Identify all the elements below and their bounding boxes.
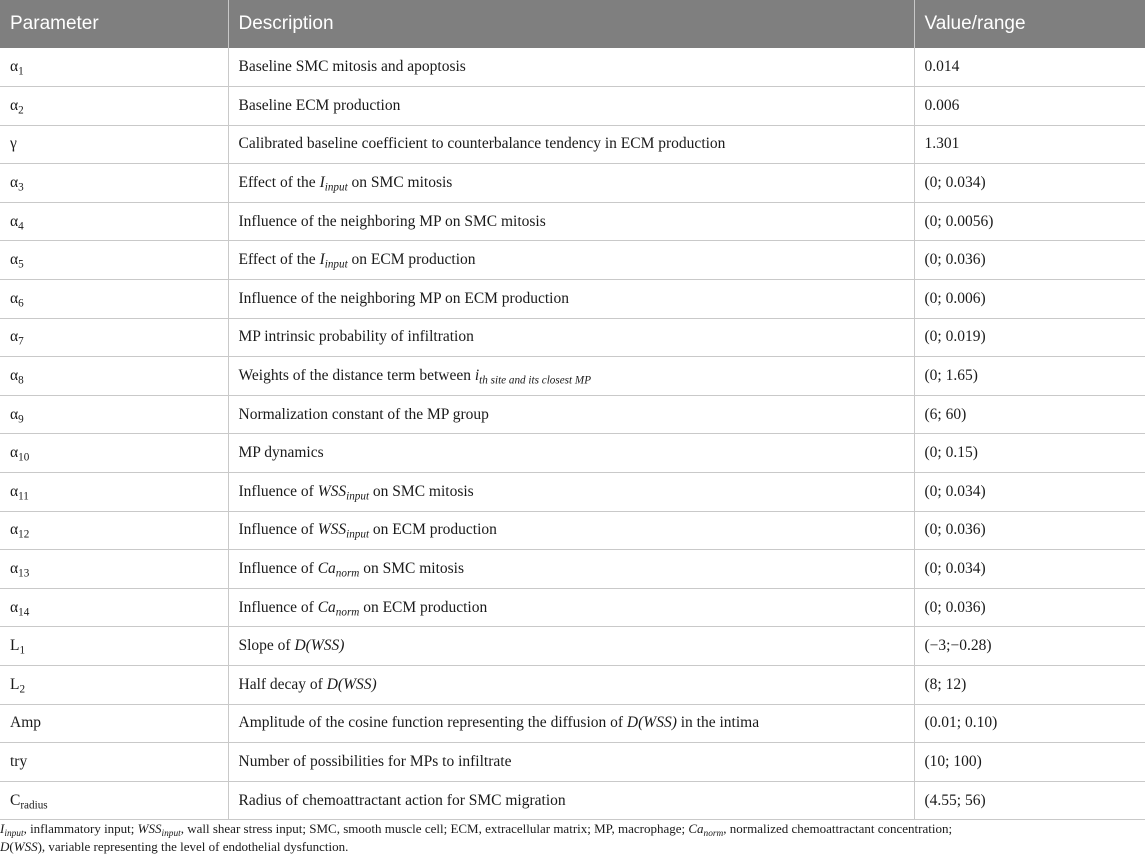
param-subscript: 11 (18, 490, 29, 503)
param-symbol: α (10, 405, 19, 423)
value-cell: (0; 0.15) (914, 434, 1145, 473)
param-symbol: α (10, 58, 19, 76)
description-text: MP dynamics (238, 444, 324, 462)
value-cell: (0; 0.036) (914, 511, 1145, 550)
value-cell: (0; 0.036) (914, 241, 1145, 280)
footnote-text: , normalized chemoattractant concentration; (723, 821, 953, 836)
param-subscript: 5 (18, 258, 24, 271)
description-cell (228, 550, 914, 589)
param-subscript: 13 (18, 567, 30, 580)
header-value-range: Value/range (914, 0, 1145, 48)
table-row (0, 48, 1145, 87)
table-header (0, 0, 1145, 48)
param-symbol: α (10, 328, 19, 346)
table-body (0, 48, 1145, 820)
footnote-text: , wall shear stress input; SMC, smooth muscle cell; ECM, extracellular matrix; MP, macrophage; (180, 821, 689, 836)
description-text: Baseline SMC mitosis and apoptosis (238, 58, 466, 76)
param-subscript: 3 (18, 181, 24, 194)
param-subscript: 9 (18, 412, 24, 425)
value-cell: (0; 0.034) (914, 164, 1145, 203)
value-cell: (0; 0.036) (914, 588, 1145, 627)
header-description: Description (228, 0, 914, 48)
param-symbol: α (10, 367, 19, 385)
param-symbol: Amp (10, 714, 41, 732)
description-text: on ECM production (359, 598, 488, 616)
description-text: on ECM production (369, 521, 497, 539)
description-symbol: WSS (317, 521, 347, 539)
footnote-text: ( (9, 839, 14, 854)
value-cell: (6; 60) (914, 395, 1145, 434)
value-cell: (0; 0.034) (914, 473, 1145, 512)
description-cell (228, 395, 914, 434)
footnote-symbol: WSS (137, 821, 162, 836)
description-symbol: Ca (317, 598, 336, 616)
description-text: on ECM production (347, 251, 476, 269)
param-symbol: α (10, 289, 19, 307)
param-symbol: try (10, 752, 28, 770)
param-cell (0, 588, 228, 627)
description-subscript: input (346, 528, 370, 541)
description-symbol: Ca (317, 560, 336, 578)
table-row (0, 164, 1145, 203)
value-cell: (10; 100) (914, 743, 1145, 782)
param-cell (0, 627, 228, 666)
param-cell (0, 48, 228, 87)
description-cell (228, 473, 914, 512)
description-text: Influence of (238, 482, 318, 500)
description-subscript: norm (335, 567, 360, 580)
description-text: Baseline ECM production (238, 96, 401, 114)
param-symbol: α (10, 251, 19, 269)
description-text: Normalization constant of the MP group (238, 405, 489, 423)
description-subscript: norm (335, 605, 360, 618)
description-text: Effect of the (238, 251, 320, 269)
description-cell (228, 241, 914, 280)
description-cell (228, 202, 914, 241)
description-cell (228, 48, 914, 87)
description-cell (228, 588, 914, 627)
param-cell (0, 781, 228, 820)
description-cell (228, 318, 914, 357)
description-text: on SMC mitosis (369, 482, 474, 500)
param-symbol: L (10, 637, 20, 655)
description-subscript: th site and its closest MP (479, 374, 592, 387)
table-row (0, 241, 1145, 280)
footnote-text: , inflammatory input; (23, 821, 138, 836)
description-text: Slope of (238, 637, 295, 655)
description-text: Influence of (238, 560, 318, 578)
table-row (0, 280, 1145, 319)
description-cell (228, 87, 914, 126)
footnote-line-1 (0, 820, 1140, 838)
param-cell (0, 395, 228, 434)
footnote-subscript: input (4, 828, 24, 839)
param-subscript: 14 (18, 605, 30, 618)
description-cell (228, 280, 914, 319)
param-symbol: α (10, 212, 19, 230)
param-symbol: α (10, 598, 19, 616)
param-subscript: 1 (18, 65, 24, 78)
footnote-text: ), variable representing the level of endothelial dysfunction. (37, 839, 349, 854)
description-text: Weights of the distance term between (238, 367, 475, 385)
param-symbol: α (10, 560, 19, 578)
description-text: Effect of the (238, 174, 320, 192)
description-text: Influence of (238, 598, 318, 616)
footnote-symbol: I (0, 821, 5, 836)
table-row (0, 395, 1145, 434)
description-cell (228, 743, 914, 782)
param-subscript: 4 (18, 220, 24, 233)
description-cell (228, 357, 914, 396)
description-subscript: input (324, 181, 348, 194)
table-row (0, 357, 1145, 396)
description-symbol: i (474, 367, 480, 385)
description-symbol: D(WSS) (626, 714, 677, 732)
description-text: Influence of the neighboring MP on SMC mitosis (238, 212, 546, 230)
table-row (0, 473, 1145, 512)
value-cell: (0; 0.019) (914, 318, 1145, 357)
table-row (0, 511, 1145, 550)
header-parameter: Parameter (0, 0, 228, 48)
table-row (0, 550, 1145, 589)
table-row (0, 781, 1145, 820)
param-cell (0, 550, 228, 589)
table-row (0, 704, 1145, 743)
description-cell (228, 781, 914, 820)
param-cell (0, 202, 228, 241)
param-cell (0, 87, 228, 126)
param-symbol: γ (10, 135, 17, 153)
param-cell (0, 241, 228, 280)
description-symbol: D(WSS) (294, 637, 345, 655)
description-text: in the intima (676, 714, 760, 732)
description-cell (228, 704, 914, 743)
description-text: Number of possibilities for MPs to infiltrate (238, 752, 512, 770)
description-symbol: I (319, 174, 325, 192)
description-symbol: WSS (317, 482, 347, 500)
param-subscript: 1 (19, 644, 26, 657)
description-text: MP intrinsic probability of infiltration (238, 328, 474, 346)
description-cell (228, 434, 914, 473)
table-row (0, 588, 1145, 627)
value-cell: (−3;−0.28) (914, 627, 1145, 666)
description-text: on SMC mitosis (347, 174, 453, 192)
table-row (0, 627, 1145, 666)
value-cell: 0.014 (914, 48, 1145, 87)
value-cell: (0; 0.0056) (914, 202, 1145, 241)
value-cell: (0; 0.034) (914, 550, 1145, 589)
param-cell (0, 164, 228, 203)
param-cell (0, 434, 228, 473)
table-row (0, 434, 1145, 473)
table-row (0, 202, 1145, 241)
param-subscript: 12 (18, 528, 30, 541)
value-cell: (4.55; 56) (914, 781, 1145, 820)
param-cell (0, 473, 228, 512)
description-cell (228, 511, 914, 550)
description-text: Radius of chemoattractant action for SMC migration (238, 791, 566, 809)
param-subscript: 10 (18, 451, 30, 464)
footnote-symbol: WSS (13, 839, 38, 854)
param-symbol: α (10, 174, 19, 192)
footnote-line-2 (0, 838, 1140, 856)
table-row (0, 318, 1145, 357)
param-subscript: 8 (18, 374, 24, 387)
footnote-subscript: input (161, 828, 181, 839)
table-row (0, 125, 1145, 164)
description-text: on SMC mitosis (359, 560, 464, 578)
description-subscript: input (346, 490, 370, 503)
param-symbol: L (10, 675, 20, 693)
param-symbol: α (10, 482, 19, 500)
footnote-symbol: D (0, 839, 10, 854)
table-row (0, 87, 1145, 126)
description-cell (228, 125, 914, 164)
param-cell (0, 511, 228, 550)
param-cell (0, 704, 228, 743)
param-subscript: 2 (18, 104, 24, 117)
description-text: Calibrated baseline coefficient to counterbalance tendency in ECM production (238, 135, 726, 153)
param-subscript: 7 (18, 335, 24, 348)
value-cell: (0.01; 0.10) (914, 704, 1145, 743)
param-subscript: 6 (18, 297, 24, 310)
table-row (0, 666, 1145, 705)
description-text: Half decay of (238, 675, 327, 693)
header-row (0, 0, 1145, 48)
table-row (0, 743, 1145, 782)
param-cell (0, 666, 228, 705)
description-cell (228, 164, 914, 203)
description-text: Influence of the neighboring MP on ECM production (238, 289, 569, 307)
param-cell (0, 280, 228, 319)
param-symbol: C (10, 791, 21, 809)
description-cell (228, 627, 914, 666)
param-subscript: 2 (19, 683, 26, 696)
value-cell: 0.006 (914, 87, 1145, 126)
param-cell (0, 318, 228, 357)
param-symbol: α (10, 444, 19, 462)
description-text: Amplitude of the cosine function representing the diffusion of (238, 714, 627, 732)
footnote-symbol: Ca (688, 821, 704, 836)
description-subscript: input (324, 258, 348, 271)
value-cell: (0; 1.65) (914, 357, 1145, 396)
description-symbol: D(WSS) (326, 675, 377, 693)
description-cell (228, 666, 914, 705)
param-cell (0, 125, 228, 164)
param-subscript: radius (20, 798, 48, 811)
param-symbol: α (10, 96, 19, 114)
description-text: Influence of (238, 521, 318, 539)
value-cell: 1.301 (914, 125, 1145, 164)
param-cell (0, 357, 228, 396)
value-cell: (8; 12) (914, 666, 1145, 705)
footnote-subscript: norm (703, 828, 724, 839)
param-symbol: α (10, 521, 19, 539)
table-footnote (0, 820, 1140, 856)
value-cell: (0; 0.006) (914, 280, 1145, 319)
description-symbol: I (319, 251, 325, 269)
param-cell (0, 743, 228, 782)
